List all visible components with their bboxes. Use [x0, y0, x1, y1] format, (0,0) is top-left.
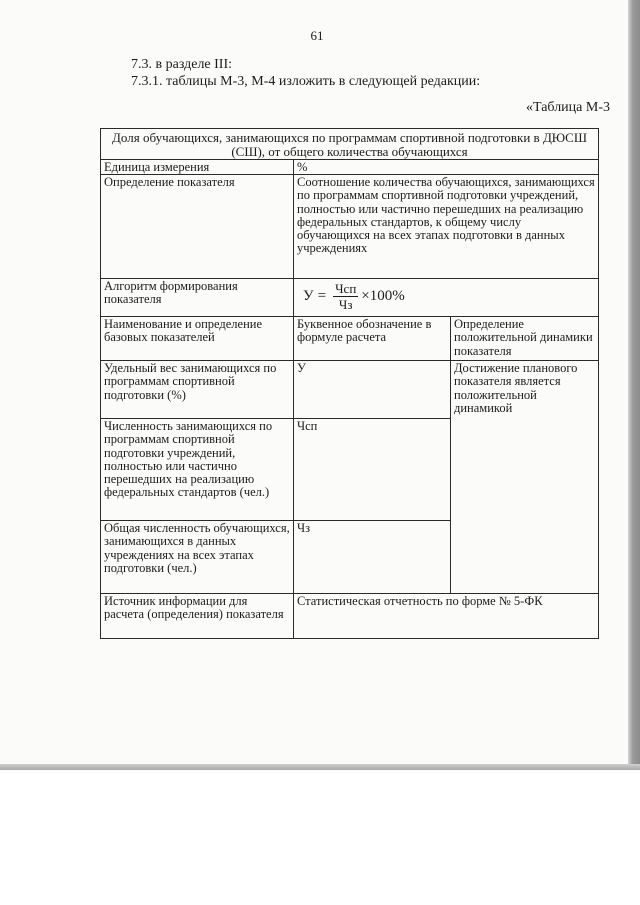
header-symbol: Буквенное обозначение в формуле расчета	[294, 317, 451, 361]
formula-cell	[294, 279, 599, 317]
base-indicator-symbol: Чсп	[294, 419, 451, 521]
scan-edge-bottom	[0, 764, 640, 770]
definition-value: Соотношение количества обучающихся, занимающихся по программам спортивной подготовки учреждений, полностью или частично перешедших на реализацию федеральных стандартов, к общему числу обучающихся на всех этапах подготовки в данных учреждениях	[294, 175, 599, 279]
header-name: Наименование и определение базовых показателей	[101, 317, 294, 361]
definition-label: Определение показателя	[101, 175, 294, 279]
intro-line-2: 7.3.1. таблицы М-3, М-4 изложить в следующей редакции:	[131, 74, 481, 89]
formula-denominator: Чз	[338, 297, 353, 313]
unit-label: Единица измерения	[101, 160, 294, 175]
base-indicator-name: Удельный вес занимающихся по программам спортивной подготовки (%)	[101, 361, 294, 419]
dynamics-cell: Достижение планового показателя является положительной динамикой	[451, 361, 599, 594]
base-indicator-symbol: Чз	[294, 521, 451, 594]
scan-edge-right	[628, 0, 640, 768]
algorithm-label: Алгоритм формирования показателя	[101, 279, 294, 317]
intro-line-1: 7.3. в разделе III:	[131, 57, 233, 72]
formula-fraction	[333, 281, 358, 312]
source-label: Источник информации для расчета (определения) показателя	[101, 594, 294, 639]
unit-value: %	[294, 160, 599, 175]
base-indicator-name: Общая численность обучающихся, занимающихся в данных учреждениях на всех этапах подготовки (чел.)	[101, 521, 294, 594]
page-number: 61	[310, 28, 324, 43]
formula	[303, 281, 405, 312]
formula-lhs: У	[303, 288, 314, 305]
formula-numerator: Чсп	[335, 281, 357, 297]
base-indicator-name: Численность занимающихся по программам спортивной подготовки учреждений, полностью или частично перешедших на реализацию федеральных стандартов (чел.)	[101, 419, 294, 521]
formula-multiplier: ×100%	[361, 288, 405, 305]
header-dynamics: Определение положительной динамики показателя	[451, 317, 599, 361]
table-title: Доля обучающихся, занимающихся по программам спортивной подготовки в ДЮСШ (СШ), от общего количества обучающихся	[101, 129, 599, 160]
indicator-table	[100, 128, 599, 639]
source-value: Статистическая отчетность по форме № 5-ФК	[294, 594, 599, 639]
table-caption: «Таблица М-3	[526, 100, 610, 115]
base-indicator-symbol: У	[294, 361, 451, 419]
formula-equals: =	[317, 288, 327, 305]
